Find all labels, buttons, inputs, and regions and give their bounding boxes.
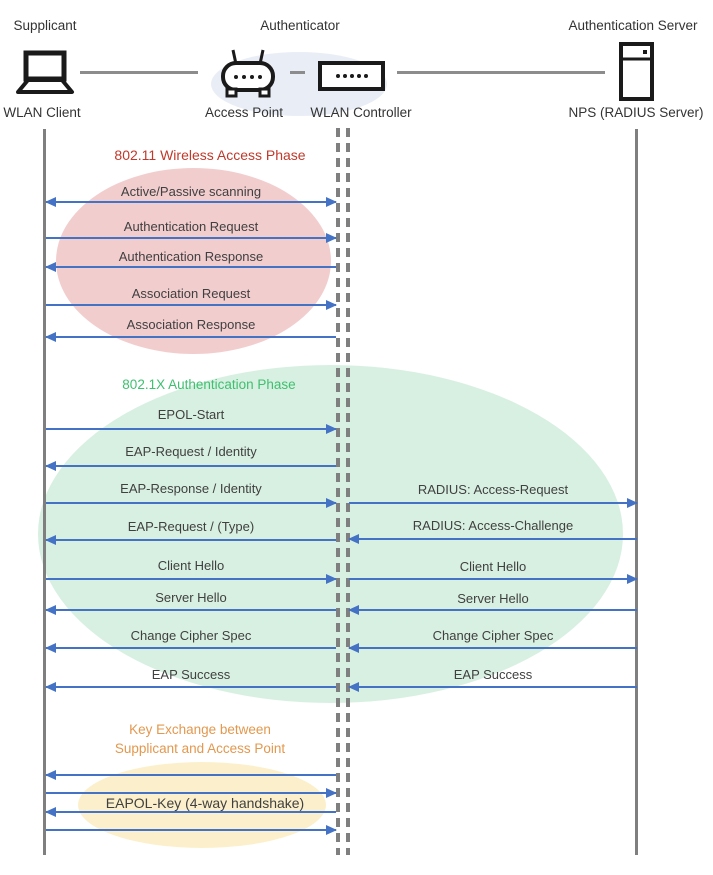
message-arrow-right bbox=[46, 428, 336, 430]
access-point-label: Access Point bbox=[204, 105, 284, 120]
link-ap-controller bbox=[290, 71, 305, 74]
message-label: EPOL-Start bbox=[157, 407, 225, 422]
message-arrow-left bbox=[349, 647, 637, 649]
message-arrow-right bbox=[46, 304, 336, 306]
message-arrow-left bbox=[349, 686, 637, 688]
authenticator-role-label: Authenticator bbox=[260, 18, 340, 33]
access-point-icon bbox=[219, 48, 277, 100]
message-label: Change Cipher Spec bbox=[432, 628, 554, 643]
message-arrow-left bbox=[46, 336, 336, 338]
message-label: Server Hello bbox=[155, 590, 227, 605]
link-client-ap bbox=[80, 71, 198, 74]
message-label: EAP-Response / Identity bbox=[120, 481, 262, 496]
message-arrow-left bbox=[46, 647, 336, 649]
message-label: RADIUS: Access-Request bbox=[417, 482, 569, 497]
phase3-title-line2: Supplicant and Access Point bbox=[114, 741, 286, 756]
message-label: EAP-Request / (Type) bbox=[127, 519, 255, 534]
message-label: RADIUS: Access-Challenge bbox=[412, 518, 574, 533]
message-label: Client Hello bbox=[459, 559, 527, 574]
message-arrow-right bbox=[46, 792, 336, 794]
message-label: Authentication Response bbox=[118, 249, 264, 264]
message-arrow-left bbox=[349, 609, 637, 611]
nps-radius-server-label: NPS (RADIUS Server) bbox=[568, 105, 704, 120]
message-arrow-right bbox=[46, 502, 336, 504]
message-label: EAP-Request / Identity bbox=[125, 444, 257, 459]
phase1-title: 802.11 Wireless Access Phase bbox=[114, 147, 306, 163]
phase2-title: 802.1X Authentication Phase bbox=[122, 377, 296, 392]
eapol-key-label: EAPOL-Key (4-way handshake) bbox=[105, 795, 305, 811]
message-arrow-left bbox=[46, 539, 336, 541]
message-arrow-right bbox=[349, 502, 637, 504]
radius-server-icon bbox=[619, 42, 654, 101]
link-controller-server bbox=[397, 71, 605, 74]
message-label: Client Hello bbox=[157, 558, 225, 573]
message-label: Active/Passive scanning bbox=[120, 184, 262, 199]
phase3-title-line1: Key Exchange between bbox=[129, 722, 271, 737]
message-arrow-left bbox=[349, 538, 637, 540]
supplicant-role-label: Supplicant bbox=[13, 18, 77, 33]
wlan-controller-label: WLAN Controller bbox=[310, 105, 412, 120]
message-label: Authentication Request bbox=[123, 219, 259, 234]
message-label: Server Hello bbox=[457, 591, 529, 606]
message-arrow-left bbox=[46, 774, 336, 776]
message-label: EAP Success bbox=[453, 667, 533, 682]
authentication-server-role-label: Authentication Server bbox=[568, 18, 698, 33]
laptop-icon bbox=[14, 50, 78, 96]
message-arrow-left bbox=[46, 266, 336, 268]
message-label: Association Request bbox=[131, 286, 251, 301]
message-label: EAP Success bbox=[151, 667, 231, 682]
message-arrow-left bbox=[46, 811, 336, 813]
message-arrow-left bbox=[46, 609, 336, 611]
message-arrow-right bbox=[46, 829, 336, 831]
wlan-client-label: WLAN Client bbox=[3, 105, 81, 120]
message-arrow-right bbox=[46, 237, 336, 239]
message-label: Association Response bbox=[126, 317, 256, 332]
message-label: Change Cipher Spec bbox=[130, 628, 252, 643]
message-arrow-left bbox=[46, 465, 336, 467]
wlan-controller-icon bbox=[318, 61, 385, 91]
message-arrow-both bbox=[46, 201, 336, 203]
message-arrow-right bbox=[349, 578, 637, 580]
message-arrow-right bbox=[46, 578, 336, 580]
phase3-title bbox=[70, 720, 330, 758]
message-arrow-left bbox=[46, 686, 336, 688]
